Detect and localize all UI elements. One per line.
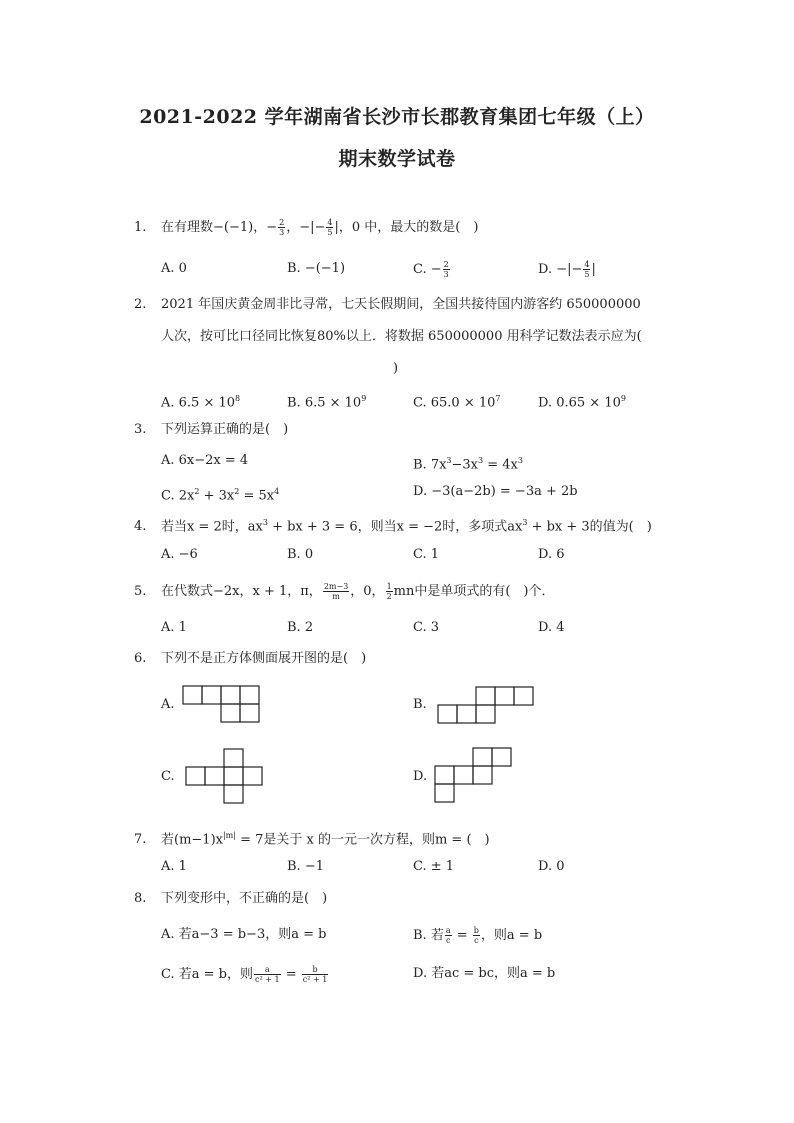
page-subtitle: 期末数学试卷 (338, 148, 456, 170)
question-7: 7. 若$(m-1)x^{|m|} = 7$是关于 x 的一元一次方程，则m = ( ) (134, 831, 490, 848)
question-number: 8. (134, 891, 147, 906)
q8-option-b: B. 若 $\frac{a}{c}$ = $\frac{b}{c}$ ，则a = b (413, 926, 543, 945)
cube-net-d (434, 747, 514, 805)
question-2-line3: ) (393, 361, 399, 376)
question-number: 7. (134, 832, 147, 848)
question-5: 5. 在代数式−2x，x + 1，π， $\frac{2m-3}{m}$ ，0， $\frac{1}{2}$ mn中是单项式的有( )个． (134, 582, 555, 601)
q4-option-d: D. 6 (538, 547, 565, 562)
q4-option-a: A. −6 (161, 547, 198, 562)
q3-option-b: B. $7x^3-3x^3 = 4x^3$ (413, 456, 523, 473)
q3-option-c: C. $2x^2 + 3x^2 = 5x^4$ (161, 487, 280, 504)
q5-option-c: C. 3 (413, 620, 440, 635)
q2-option-d: D. $0.65 \times 10^9$ (538, 394, 626, 411)
q1-option-b: B. −(−1) (287, 261, 346, 276)
question-number: 4. (134, 519, 147, 535)
question-number: 3. (134, 422, 147, 437)
fraction: $\frac{2}{3}$ (279, 218, 285, 237)
q3-option-a: A. 6x−2x = 4 (161, 453, 249, 468)
question-6: 6. 下列不是正方体侧面展开图的是( ) (134, 651, 367, 666)
question-number: 2. (134, 297, 147, 312)
q6-option-d: D. (413, 769, 428, 784)
q4-option-b: B. 0 (287, 547, 314, 562)
question-number: 6. (134, 651, 147, 666)
q8-option-d: D. 若ac = bc，则a = b (413, 966, 556, 981)
page-title: 2021-2022 学年湖南省长沙市长郡教育集团七年级（上） (139, 106, 655, 128)
q4-option-c: C. 1 (413, 547, 440, 562)
fraction: $\frac{1}{2}$ (386, 582, 392, 601)
q6-option-c: C. (161, 769, 175, 784)
question-2: 2. 2021 年国庆黄金周非比寻常，七天长假期间，全国共接待国内游客约 650000000 (134, 297, 641, 312)
q6-option-b: B. (413, 697, 427, 712)
q7-option-c: C. ± 1 (413, 859, 455, 874)
q5-option-b: B. 2 (287, 620, 314, 635)
question-4: 4. 若当x = 2时，$ax^3$ + bx + 3 = 6，则当x = −2时，多项式$ax^3$ + bx + 3的值为( ) (134, 518, 652, 535)
question-2-line2: 人次，按可比口径同比恢复80%以上．将数据 650000000 用科学记数法表示应为( (161, 329, 642, 344)
q8-option-a: A. 若a−3 = b−3，则a = b (161, 927, 327, 942)
q1-option-a: A. 0 (161, 261, 187, 276)
q5-option-a: A. 1 (161, 620, 187, 635)
q7-option-a: A. 1 (161, 859, 187, 874)
q1-option-d: D. −|− $\frac{4}{5}$ | (538, 260, 596, 279)
cube-net-c (185, 748, 265, 806)
q6-option-a: A. (161, 697, 175, 712)
q3-option-d: D. −3(a−2b) = −3a + 2b (413, 484, 578, 499)
q1-option-c: C. − $\frac{2}{3}$ (413, 260, 449, 279)
question-8: 8. 下列变形中，不正确的是( ) (134, 891, 328, 906)
q8-option-c: C. 若a = b，则 $\frac{a}{\text{c² + 1}}$ = $\frac{b}{\text{c² + 1}}$ (161, 965, 328, 984)
cube-net-b (437, 686, 535, 725)
q2-option-a: A. $6.5 \times 10^8$ (161, 394, 241, 411)
question-number: 5. (134, 584, 147, 599)
q7-option-d: D. 0 (538, 859, 565, 874)
question-1: 1. 在有理数−(−1)，− $\frac{2}{3}$ ，−|− $\frac{4}{5}$ |，0 中，最大的数是( ) (134, 218, 479, 237)
q5-option-d: D. 4 (538, 620, 565, 635)
q7-option-b: B. −1 (287, 859, 324, 874)
q2-option-c: C. $65.0 \times 10^7$ (413, 394, 501, 411)
cube-net-a (182, 685, 262, 723)
fraction: $\frac{4}{5}$ (327, 218, 333, 237)
question-number: 1. (134, 220, 147, 235)
fraction: $\frac{2m-3}{m}$ (323, 582, 349, 601)
q2-option-b: B. $6.5 \times 10^9$ (287, 394, 367, 411)
question-3: 3. 下列运算正确的是( ) (134, 422, 289, 437)
